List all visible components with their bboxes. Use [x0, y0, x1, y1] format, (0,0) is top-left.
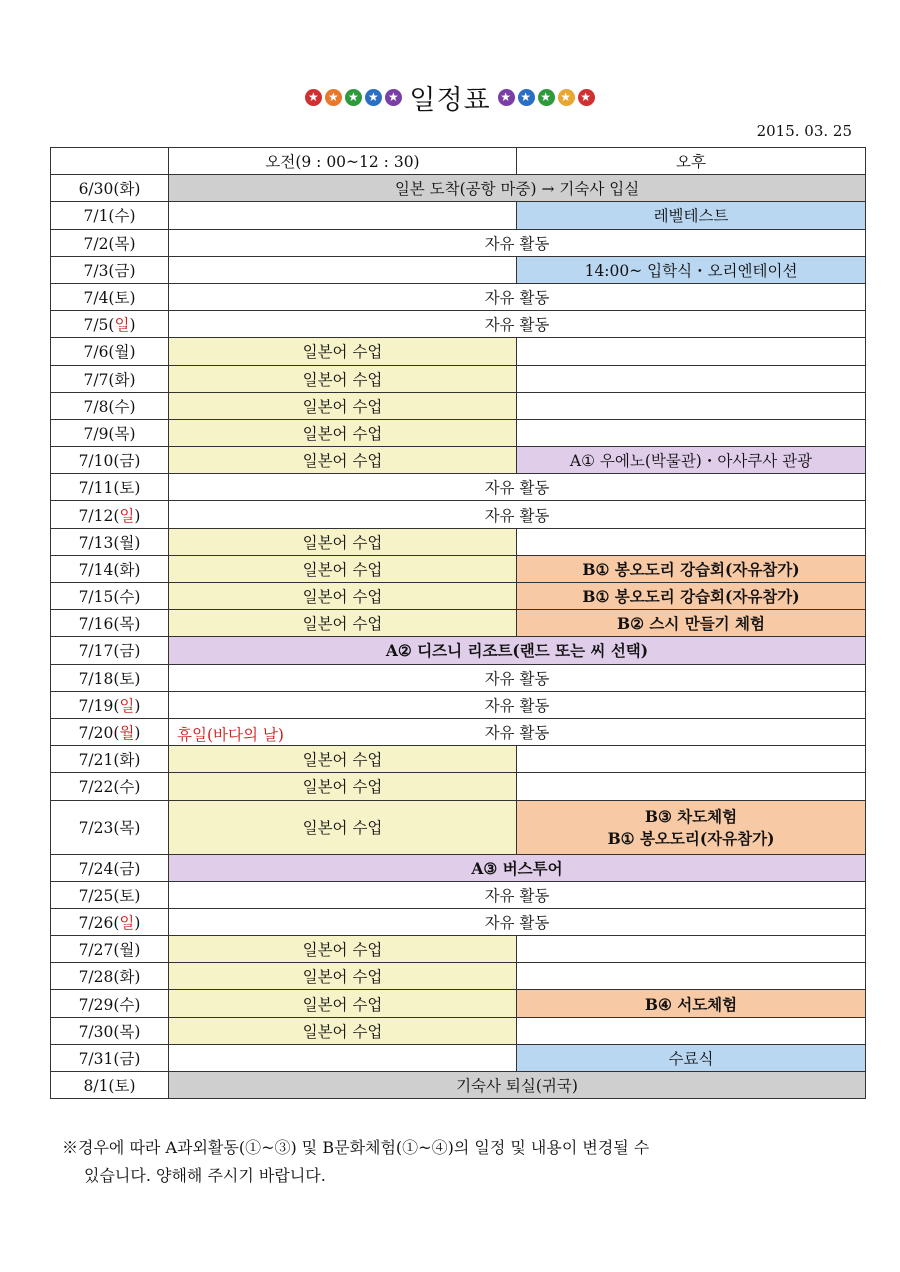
table-row — [51, 908, 866, 935]
am-cell: 일본어 수업 — [169, 365, 517, 392]
star-icon — [385, 89, 402, 106]
pm-line: B③ 차도체험 — [644, 807, 738, 826]
pm-cell: A① 우에노(박물관)・아사쿠사 관광 — [517, 447, 866, 474]
table-row — [51, 718, 866, 745]
pm-cell — [517, 528, 866, 555]
am-cell: 일본어 수업 — [169, 528, 517, 555]
star-icon — [518, 89, 535, 106]
pm-cell: 14:00~ 입학식・오리엔테이션 — [517, 256, 866, 283]
day-weekday-red: 일 — [119, 913, 135, 932]
holiday-label: 휴일(바다의 날) — [177, 725, 284, 744]
pm-cell — [517, 365, 866, 392]
day-cell: 7/1(수) — [51, 202, 169, 229]
day-cell: 7/28(화) — [51, 963, 169, 990]
table-row — [51, 664, 866, 691]
am-cell: 일본어 수업 — [169, 746, 517, 773]
star-icon — [325, 89, 342, 106]
day-suffix: ) — [134, 724, 141, 743]
table-row — [51, 555, 866, 582]
table-row — [51, 773, 866, 800]
star-icon — [365, 89, 382, 106]
document-date: 2015. 03. 25 — [756, 122, 852, 140]
star-icon — [305, 89, 322, 106]
star-icon — [558, 89, 575, 106]
day-cell — [51, 718, 169, 745]
day-cell: 7/13(월) — [51, 528, 169, 555]
day-cell: 7/17(금) — [51, 637, 169, 664]
am-cell: 일본어 수업 — [169, 936, 517, 963]
pm-cell — [517, 338, 866, 365]
table-row — [51, 746, 866, 773]
day-cell: 7/3(금) — [51, 256, 169, 283]
table-row — [51, 881, 866, 908]
day-cell: 7/9(목) — [51, 419, 169, 446]
header-afternoon: 오후 — [517, 148, 866, 175]
day-cell: 7/11(토) — [51, 474, 169, 501]
full-day-cell: 일본 도착(공항 마중) → 기숙사 입실 — [169, 175, 866, 202]
day-cell: 7/21(화) — [51, 746, 169, 773]
am-cell — [169, 256, 517, 283]
table-row — [51, 583, 866, 610]
day-prefix: 7/5( — [83, 316, 115, 335]
day-cell — [51, 501, 169, 528]
footnote — [62, 1134, 862, 1190]
table-row — [51, 501, 866, 528]
table-row — [51, 1072, 866, 1099]
day-cell: 7/27(월) — [51, 936, 169, 963]
header-blank — [51, 148, 169, 175]
pm-cell: B④ 서도체험 — [517, 990, 866, 1017]
am-cell: 일본어 수업 — [169, 555, 517, 582]
day-cell — [51, 908, 169, 935]
table-row — [51, 474, 866, 501]
day-cell: 6/30(화) — [51, 175, 169, 202]
day-cell: 7/30(목) — [51, 1017, 169, 1044]
full-day-cell: 자유 활동 — [169, 908, 866, 935]
day-cell: 7/22(수) — [51, 773, 169, 800]
table-row — [51, 447, 866, 474]
am-cell: 일본어 수업 — [169, 610, 517, 637]
day-suffix: ) — [134, 696, 141, 715]
pm-cell — [517, 963, 866, 990]
day-prefix: 7/12( — [78, 506, 120, 525]
table-row — [51, 963, 866, 990]
schedule-table — [50, 147, 866, 1099]
day-cell: 7/8(수) — [51, 392, 169, 419]
full-day-cell: 자유 활동 — [169, 501, 866, 528]
pm-cell: 수료식 — [517, 1044, 866, 1071]
pm-cell: B① 봉오도리 강습회(자유참가) — [517, 583, 866, 610]
full-day-cell — [169, 718, 866, 745]
table-row — [51, 175, 866, 202]
table-row — [51, 202, 866, 229]
table-row — [51, 800, 866, 854]
table-row — [51, 311, 866, 338]
full-day-cell: A③ 버스투어 — [169, 854, 866, 881]
day-cell: 7/18(토) — [51, 664, 169, 691]
day-weekday-red: 일 — [114, 316, 130, 335]
am-cell: 일본어 수업 — [169, 800, 517, 854]
day-cell — [51, 311, 169, 338]
am-cell: 일본어 수업 — [169, 583, 517, 610]
am-cell: 일본어 수업 — [169, 1017, 517, 1044]
pm-cell — [517, 746, 866, 773]
table-row — [51, 528, 866, 555]
title-area — [0, 78, 900, 117]
table-row — [51, 610, 866, 637]
table-row — [51, 936, 866, 963]
table-row — [51, 990, 866, 1017]
full-day-cell: 자유 활동 — [169, 881, 866, 908]
full-day-cell: 자유 활동 — [169, 664, 866, 691]
day-suffix: ) — [129, 316, 136, 335]
day-suffix: ) — [134, 913, 141, 932]
am-cell: 일본어 수업 — [169, 990, 517, 1017]
day-cell: 7/23(목) — [51, 800, 169, 854]
pm-cell — [517, 419, 866, 446]
table-row — [51, 1044, 866, 1071]
day-cell: 7/15(수) — [51, 583, 169, 610]
table-row — [51, 338, 866, 365]
table-row — [51, 256, 866, 283]
pm-cell — [517, 773, 866, 800]
star-icon — [345, 89, 362, 106]
full-day-cell: 자유 활동 — [169, 229, 866, 256]
day-weekday-red: 일 — [119, 696, 135, 715]
pm-cell — [517, 800, 866, 854]
pm-cell: B② 스시 만들기 체험 — [517, 610, 866, 637]
table-row — [51, 283, 866, 310]
day-cell: 7/6(월) — [51, 338, 169, 365]
full-day-cell: 자유 활동 — [169, 311, 866, 338]
day-cell: 7/14(화) — [51, 555, 169, 582]
pm-line: B① 봉오도리(자유참가) — [607, 829, 775, 848]
day-prefix: 7/20( — [78, 724, 120, 743]
pm-cell — [517, 936, 866, 963]
table-row — [51, 365, 866, 392]
am-cell: 일본어 수업 — [169, 338, 517, 365]
day-cell: 7/25(토) — [51, 881, 169, 908]
full-day-cell: 자유 활동 — [169, 474, 866, 501]
day-suffix: ) — [134, 506, 141, 525]
star-icon — [498, 89, 515, 106]
am-cell — [169, 202, 517, 229]
pm-cell: B① 봉오도리 강습회(자유참가) — [517, 555, 866, 582]
table-row — [51, 419, 866, 446]
page-title — [305, 78, 594, 117]
table-row — [51, 637, 866, 664]
am-cell — [169, 1044, 517, 1071]
am-cell: 일본어 수업 — [169, 419, 517, 446]
day-cell: 7/29(수) — [51, 990, 169, 1017]
star-icon — [538, 89, 555, 106]
table-row — [51, 392, 866, 419]
table-row — [51, 691, 866, 718]
am-cell: 일본어 수업 — [169, 447, 517, 474]
footnote-line-2: 있습니다. 양해해 주시기 바랍니다. — [84, 1166, 326, 1185]
title-text: 일정표 — [409, 85, 491, 116]
am-cell: 일본어 수업 — [169, 392, 517, 419]
day-cell — [51, 691, 169, 718]
full-day-cell: 자유 활동 — [169, 691, 866, 718]
day-cell: 7/7(화) — [51, 365, 169, 392]
full-day-text: 자유 활동 — [484, 724, 550, 743]
full-day-cell: 자유 활동 — [169, 283, 866, 310]
footnote-line-1: ※경우에 따라 A과외활동(①~③) 및 B문화체험(①~④)의 일정 및 내용이 변경될 수 — [62, 1138, 650, 1157]
day-cell: 7/4(토) — [51, 283, 169, 310]
day-cell: 7/16(목) — [51, 610, 169, 637]
table-row — [51, 1017, 866, 1044]
star-icon — [578, 89, 595, 106]
day-cell: 8/1(토) — [51, 1072, 169, 1099]
day-prefix: 7/26( — [78, 913, 120, 932]
day-cell: 7/2(목) — [51, 229, 169, 256]
full-day-cell: A② 디즈니 리조트(랜드 또는 씨 선택) — [169, 637, 866, 664]
day-prefix: 7/19( — [78, 696, 120, 715]
day-weekday-red: 일 — [119, 506, 135, 525]
day-cell: 7/10(금) — [51, 447, 169, 474]
pm-cell — [517, 392, 866, 419]
header-morning: 오전(9 : 00~12 : 30) — [169, 148, 517, 175]
am-cell: 일본어 수업 — [169, 963, 517, 990]
table-row — [51, 229, 866, 256]
am-cell: 일본어 수업 — [169, 773, 517, 800]
table-header-row — [51, 148, 866, 175]
day-weekday-red: 월 — [119, 724, 135, 743]
full-day-cell: 기숙사 퇴실(귀국) — [169, 1072, 866, 1099]
pm-cell — [517, 1017, 866, 1044]
day-cell: 7/24(금) — [51, 854, 169, 881]
day-cell: 7/31(금) — [51, 1044, 169, 1071]
pm-cell: 레벨테스트 — [517, 202, 866, 229]
table-row — [51, 854, 866, 881]
